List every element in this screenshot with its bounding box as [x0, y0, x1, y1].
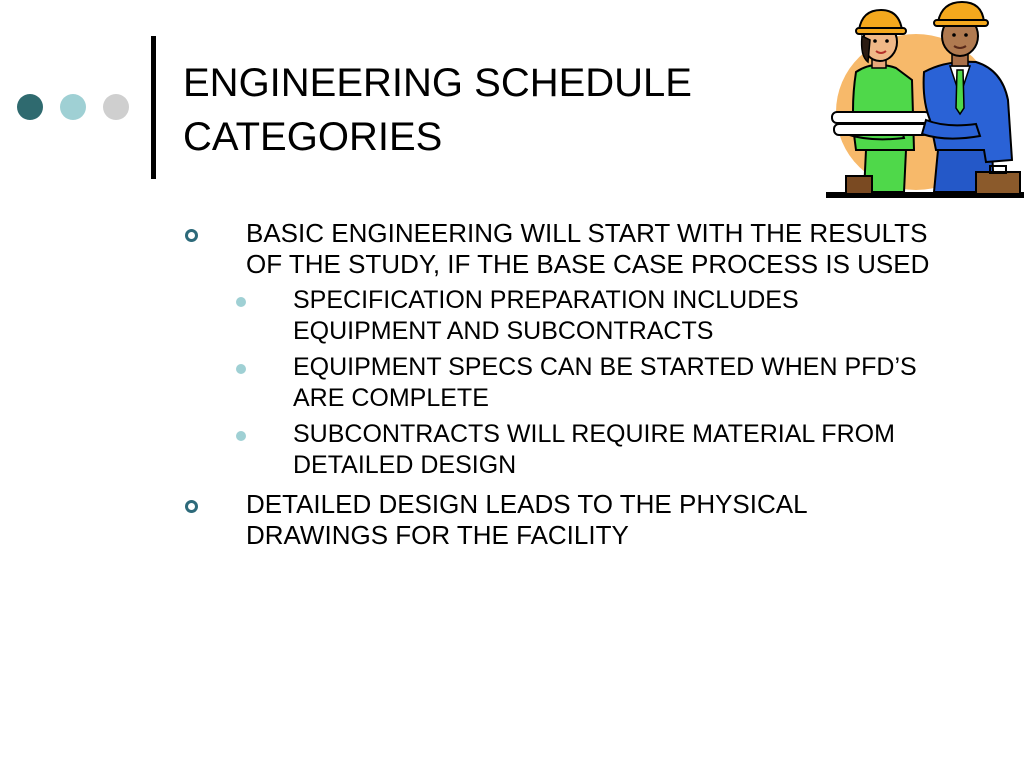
- bullet-item: [180, 489, 940, 551]
- sub-bullet-item: [180, 285, 940, 347]
- bullet-text: DETAILED DESIGN LEADS TO THE PHYSICAL DRAWINGS FOR THE FACILITY: [246, 489, 807, 550]
- sub-bullet-text: EQUIPMENT SPECS CAN BE STARTED WHEN PFD’S ARE COMPLETE: [293, 353, 917, 412]
- title-divider: [151, 36, 156, 179]
- slide-title: ENGINEERING SCHEDULE CATEGORIES: [183, 61, 692, 159]
- dot-bullet-icon: [236, 364, 246, 374]
- sub-bullet-text: SPECIFICATION PREPARATION INCLUDES EQUIPMENT AND SUBCONTRACTS: [293, 286, 799, 345]
- decorative-dot-grey: [103, 94, 129, 120]
- dot-bullet-icon: [236, 297, 246, 307]
- sub-bullet-item: [180, 419, 940, 481]
- sub-bullet-item: [180, 352, 940, 414]
- decorative-dot-dark: [17, 94, 43, 120]
- ring-bullet-icon: [185, 229, 198, 242]
- bullet-text: BASIC ENGINEERING WILL START WITH THE RESULTS OF THE STUDY, IF THE BASE CASE PROCESS IS USED: [246, 218, 930, 279]
- bullet-list: [180, 218, 940, 553]
- bullet-item: [180, 218, 940, 280]
- dot-bullet-icon: [236, 431, 246, 441]
- decorative-dot-teal: [60, 94, 86, 120]
- sub-bullet-text: SUBCONTRACTS WILL REQUIRE MATERIAL FROM DETAILED DESIGN: [293, 420, 895, 479]
- ring-bullet-icon: [185, 500, 198, 513]
- engineers-clipart-icon: [826, 0, 1024, 200]
